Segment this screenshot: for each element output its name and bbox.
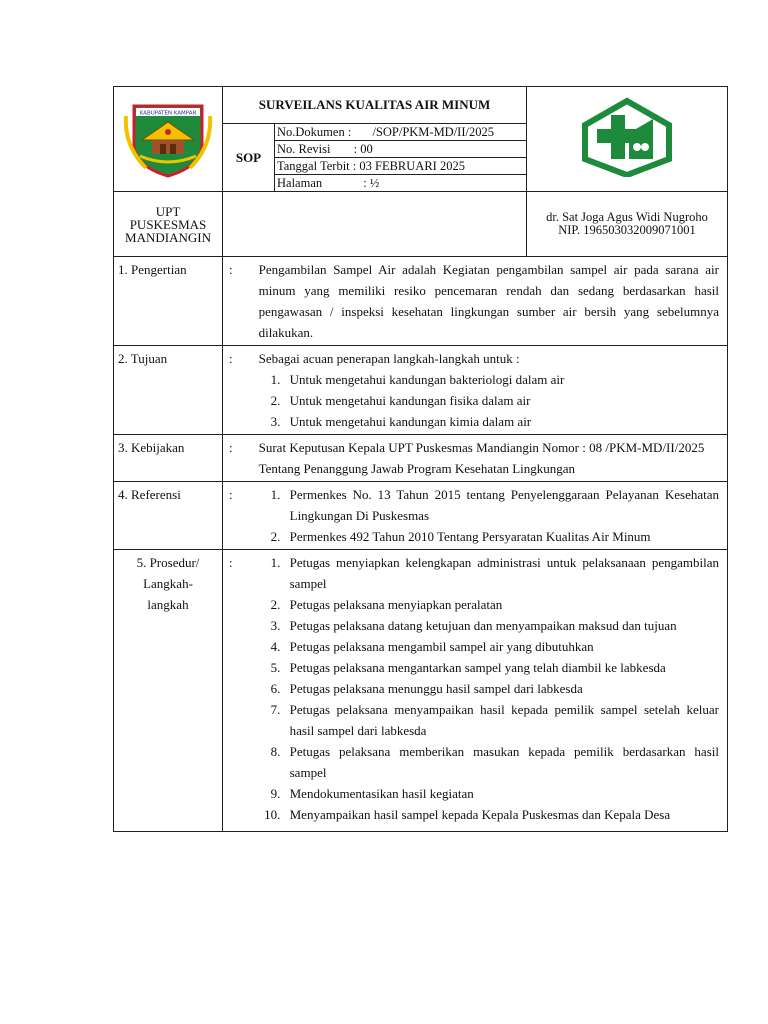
- left-logo-cell: [114, 87, 223, 192]
- prosedur-list: [259, 552, 719, 825]
- right-logo-cell: [527, 87, 728, 192]
- unit-line: MANDIANGIN: [125, 229, 211, 245]
- list-item: 8. Petugas pelaksana memberikan masukan kepada pemilik berdasarkan hasil sampel: [284, 741, 719, 783]
- meta-cell: [275, 124, 527, 192]
- list-item: 4. Petugas pelaksana mengambil sampel air yang dibutuhkan: [284, 636, 719, 657]
- meta-label: Tanggal Terbit :: [277, 159, 357, 173]
- section-label: [114, 550, 223, 832]
- sop-title: SURVEILANS KUALITAS AIR MINUM: [223, 87, 527, 124]
- row-prosedur: [114, 550, 728, 832]
- signer-nip: NIP. 196503032009071001: [558, 223, 696, 237]
- list-item: 3. Untuk mengetahui kandungan kimia dalam air: [284, 411, 719, 432]
- row-referensi: [114, 482, 728, 550]
- section-label: 4. Referensi: [114, 482, 223, 550]
- unit-name: [114, 192, 223, 257]
- signer-name: dr. Sat Joga Agus Widi Nugroho: [546, 210, 708, 224]
- unit-line: PUSKESMAS: [129, 216, 207, 232]
- label-line: 5. Prosedur/: [136, 555, 200, 570]
- row-pengertian: [114, 257, 728, 346]
- section-content: [223, 435, 728, 482]
- section-content: [223, 257, 728, 346]
- section-label: 2. Tujuan: [114, 346, 223, 435]
- signer-block: [527, 192, 728, 257]
- kebijakan-text: Surat Keputusan Kepala UPT Puskesmas Mandiangin Nomor : 08 /PKM-MD/II/2025 Tentang Penanggung Jawab Program Kesehatan Lingkungan: [258, 440, 705, 476]
- list-item: 10. Menyampaikan hasil sampel kepada Kepala Puskesmas dan Kepala Desa: [284, 804, 719, 825]
- emblem-banner-text: KABUPATEN KAMPAR: [139, 110, 197, 117]
- signature-space: [223, 192, 527, 257]
- colon: :: [229, 262, 233, 277]
- meta-value: 03 FEBRUARI 2025: [359, 159, 465, 173]
- meta-value: : 00: [353, 142, 373, 156]
- row-tujuan: [114, 346, 728, 435]
- colon: :: [229, 555, 233, 570]
- meta-row-dokumen: [275, 124, 526, 141]
- meta-table: [275, 124, 526, 191]
- list-item: 6. Petugas pelaksana menunggu hasil sampel dari labkesda: [284, 678, 719, 699]
- list-item: 5. Petugas pelaksana mengantarkan sampel yang telah diambil ke labkesda: [284, 657, 719, 678]
- section-content: [223, 550, 728, 832]
- label-line: Langkah-: [143, 576, 193, 591]
- meta-row-tanggal: [275, 158, 526, 175]
- kabupaten-emblem-icon: [122, 96, 214, 178]
- list-item: 3. Petugas pelaksana datang ketujuan dan menyampaikan maksud dan tujuan: [284, 615, 719, 636]
- meta-value: : ½: [363, 176, 380, 190]
- meta-label: No.Dokumen :: [277, 125, 352, 139]
- meta-label: No. Revisi: [277, 142, 331, 156]
- list-item: 1. Permenkes No. 13 Tahun 2015 tentang Penyelenggaraan Pelayanan Kesehatan Lingkungan Di Puskesmas: [284, 484, 719, 526]
- section-label: 3. Kebijakan: [114, 435, 223, 482]
- label-line: langkah: [147, 597, 189, 612]
- row-kebijakan: [114, 435, 728, 482]
- list-item: 2. Petugas pelaksana menyiapkan peralatan: [284, 594, 719, 615]
- list-item: 2. Untuk mengetahui kandungan fisika dalam air: [284, 390, 719, 411]
- tujuan-list: [259, 369, 719, 432]
- section-content: [223, 482, 728, 550]
- section-label: 1. Pengertian: [114, 257, 223, 346]
- meta-value: /SOP/PKM-MD/II/2025: [372, 125, 494, 139]
- colon: :: [229, 487, 233, 502]
- list-item: 9. Mendokumentasikan hasil kegiatan: [284, 783, 719, 804]
- sop-label: SOP: [223, 124, 275, 192]
- list-item: 1. Untuk mengetahui kandungan bakteriologi dalam air: [284, 369, 719, 390]
- list-item: 7. Petugas pelaksana menyampaikan hasil kepada pemilik sampel setelah keluar hasil sampel dari labkesda: [284, 699, 719, 741]
- section-content: [223, 346, 728, 435]
- referensi-list: [259, 484, 719, 547]
- sop-table: [113, 86, 728, 832]
- tujuan-intro: Sebagai acuan penerapan langkah-langkah untuk :: [258, 351, 520, 366]
- pengertian-text: Pengambilan Sampel Air adalah Kegiatan pengambilan sampel air pada sarana air minum yang memiliki resiko pencemaran rendah dan sedang berdasarkan hasil pengawasan / inspeksi kesehatan lingkungan sumber air bersih yang sebelumnya dilakukan.: [258, 262, 719, 340]
- meta-row-halaman: [275, 175, 526, 192]
- list-item: 2. Permenkes 492 Tahun 2010 Tentang Persyaratan Kualitas Air Minum: [284, 526, 719, 547]
- colon: :: [229, 351, 233, 366]
- unit-line: UPT: [155, 203, 181, 219]
- list-item: 1. Petugas menyiapkan kelengkapan administrasi untuk pelaksanaan pengambilan sampel: [284, 552, 719, 594]
- sop-document: [113, 86, 727, 832]
- puskesmas-logo-icon: [579, 97, 675, 177]
- meta-row-revisi: [275, 141, 526, 158]
- colon: :: [229, 440, 233, 455]
- meta-label: Halaman: [277, 176, 323, 190]
